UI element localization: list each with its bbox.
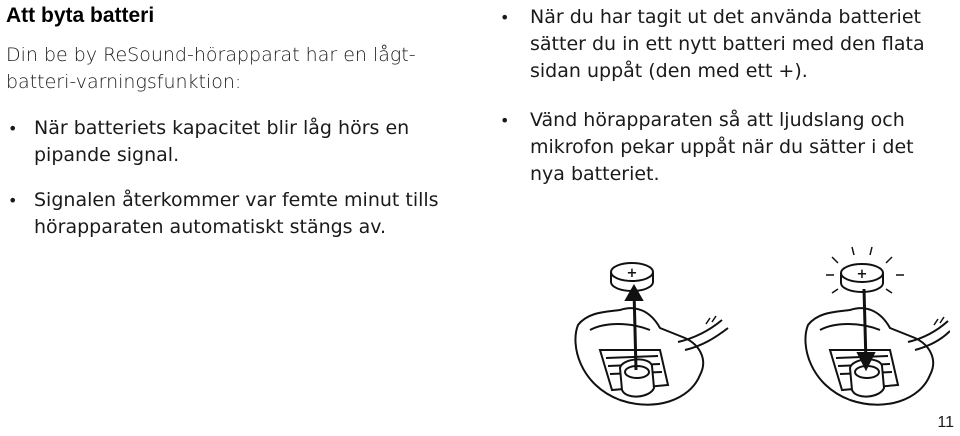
intro-paragraph: Din be by ReSound-hörapparat har en lågt-batteri-varningsfunktion: (6, 44, 416, 93)
right-bullet-list (498, 4, 954, 188)
right-column (498, 4, 954, 210)
list-item (6, 187, 476, 241)
list-item-text: Vänd hörapparaten så att ljudslang och mikrofon pekar uppåt när du sätter i det nya batteriet. (530, 109, 914, 185)
battery-insertion-illustration (780, 245, 950, 420)
list-item-text: När du har tagit ut det använda batteriet sätter du in ett nytt batteri med den flata sidan uppåt (den med ett +). (530, 6, 925, 82)
page-number: 11 (937, 414, 954, 431)
list-item (6, 115, 476, 169)
battery-removal-illustration (560, 250, 730, 420)
bullet-icon: • (500, 111, 510, 130)
page-title: Att byta batteri (6, 4, 155, 27)
left-column (6, 4, 476, 259)
bullet-icon: • (8, 191, 18, 210)
list-item (498, 107, 954, 188)
left-bullet-list (6, 115, 476, 241)
list-item (498, 4, 954, 85)
battery-plus-symbol: + (856, 267, 868, 282)
list-item-text: Signalen återkommer var femte minut tills hörapparaten automatiskt stängs av. (34, 189, 439, 238)
list-item-text: När batteriets kapacitet blir låg hörs en pipande signal. (34, 117, 410, 166)
bullet-icon: • (8, 119, 18, 138)
battery-plus-symbol: + (626, 266, 638, 281)
bullet-icon: • (500, 8, 510, 27)
